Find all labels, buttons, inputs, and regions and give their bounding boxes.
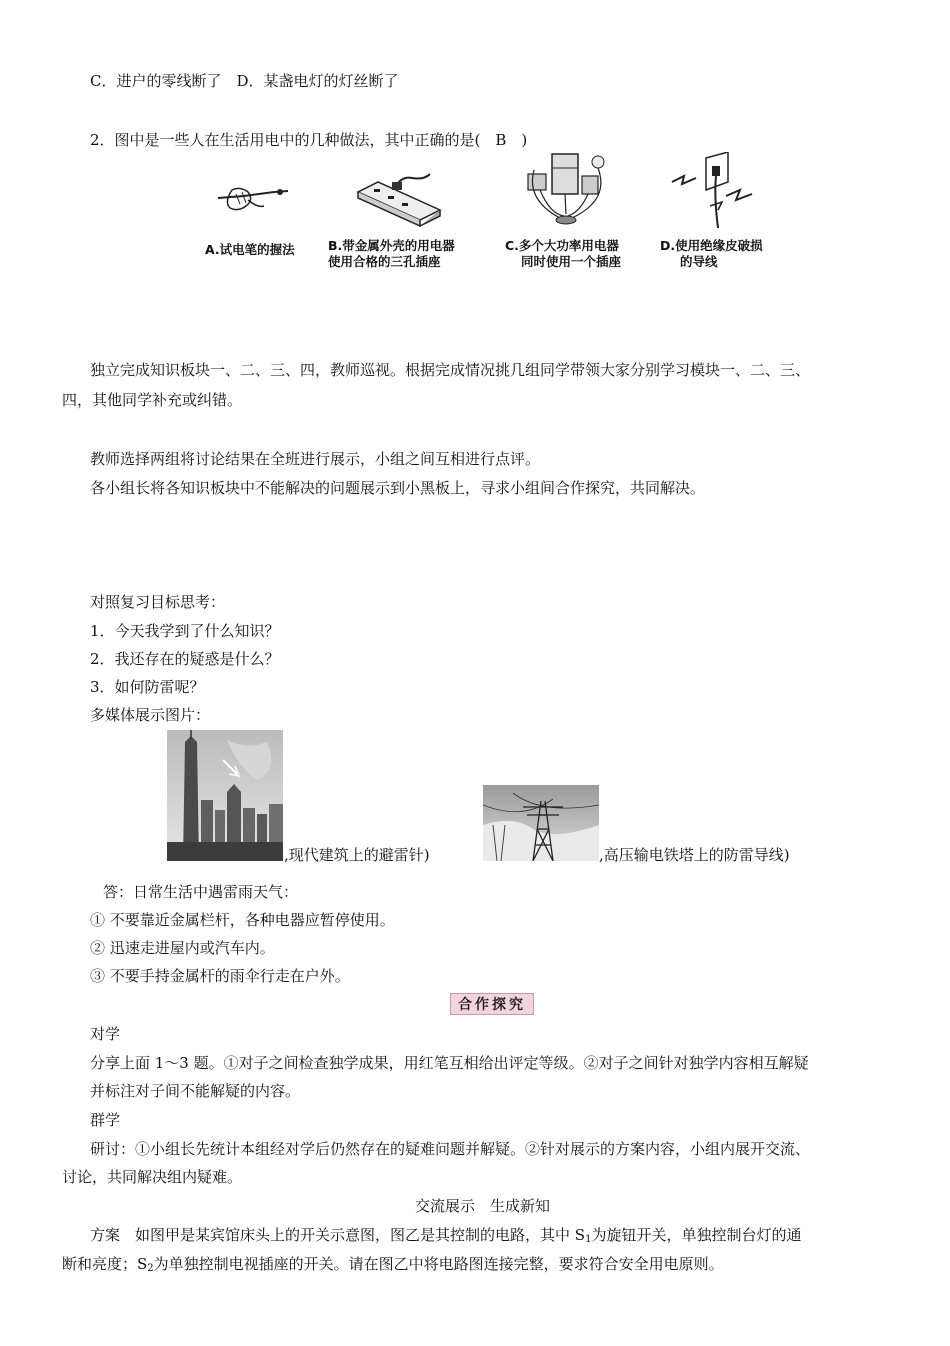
broken-wire-illustration [670,152,755,232]
review-q3: 3．如何防雷呢？ [90,678,205,696]
option-c-caption: C.多个大功率用电器 同时使用一个插座 [505,238,622,269]
review-q2: 2．我还存在的疑惑是什么？ [90,650,280,668]
paragraph-1b: 四，其他同学补充或纠错。 [62,391,243,409]
scheme-line-1: 方案 如图甲是某宾馆床头上的开关示意图，图乙是其控制的电路，其中 $S_1$为旋钮开关，单独控制台灯的通 [90,1226,802,1245]
scheme-line-2: 断和亮度；$S_2$为单独控制电视插座的开关。请在图乙中将电路图连接完整，要求符合安全用电原则。 [62,1255,724,1274]
option-a-caption: A.试电笔的握法 [205,242,295,257]
group-study-heading: 群学 [90,1111,121,1129]
power-pylon-photo [483,785,599,861]
option-cd-line: C．进户的零线断了 D．某盏电灯的灯丝断了 [90,72,399,90]
options-figure [200,150,800,275]
multimedia-label: 多媒体展示图片： [90,706,211,724]
pylon-caption: ,高压输电铁塔上的防雷导线) [599,846,790,864]
option-b-caption: B.带金属外壳的用电器 使用合格的三孔插座 [328,238,455,269]
question-2: 2．图中是一些人在生活用电中的几种做法，其中正确的是( B ) [90,131,528,149]
overloaded-socket-illustration [520,150,615,232]
answer-2: ② 迅速走进屋内或汽车内。 [90,939,275,957]
section-heading: 交流展示 生成新知 [415,1197,551,1215]
answer-3: ③ 不要手持金属杆的雨伞行走在户外。 [90,967,350,985]
review-q1: 1．今天我学到了什么知识？ [90,622,280,640]
review-prompt: 对照复习目标思考： [90,593,226,611]
test-pen-illustration [214,178,294,223]
answer-intro: 答：日常生活中遇雷雨天气： [103,883,299,901]
paragraph-2: 教师选择两组将讨论结果在全班进行展示，小组之间互相进行点评。 [90,450,541,468]
answer-1: ① 不要靠近金属栏杆，各种电器应暂停使用。 [90,911,395,929]
pair-study-text-1: 分享上面 1～3 题。①对子之间检查独学成果，用红笔互相给出评定等级。②对子之间针对独学内容相互解疑 [90,1054,809,1072]
cooperation-badge: 合作探究 [450,993,534,1015]
pair-study-text-2: 并标注对子间不能解疑的内容。 [90,1082,301,1100]
power-strip-illustration [350,172,450,227]
group-study-text-2: 讨论，共同解决组内疑难。 [62,1168,243,1186]
option-d-caption: D.使用绝缘皮破损 的导线 [660,238,763,269]
pair-study-heading: 对学 [90,1025,121,1043]
group-study-text-1: 研讨：①小组长先统计本组经对学后仍然存在的疑难问题并解疑。②针对展示的方案内容，小组内展开交流、 [90,1140,811,1158]
skyscraper-photo [167,730,283,861]
skyscraper-caption: ,现代建筑上的避雷针) [284,846,430,864]
paragraph-1a: 独立完成知识板块一、二、三、四，教师巡视。根据完成情况挑几组同学带领大家分别学习模块一、二、三、 [90,361,811,379]
paragraph-3: 各小组长将各知识板块中不能解决的问题展示到小黑板上，寻求小组间合作探究，共同解决。 [90,479,706,497]
